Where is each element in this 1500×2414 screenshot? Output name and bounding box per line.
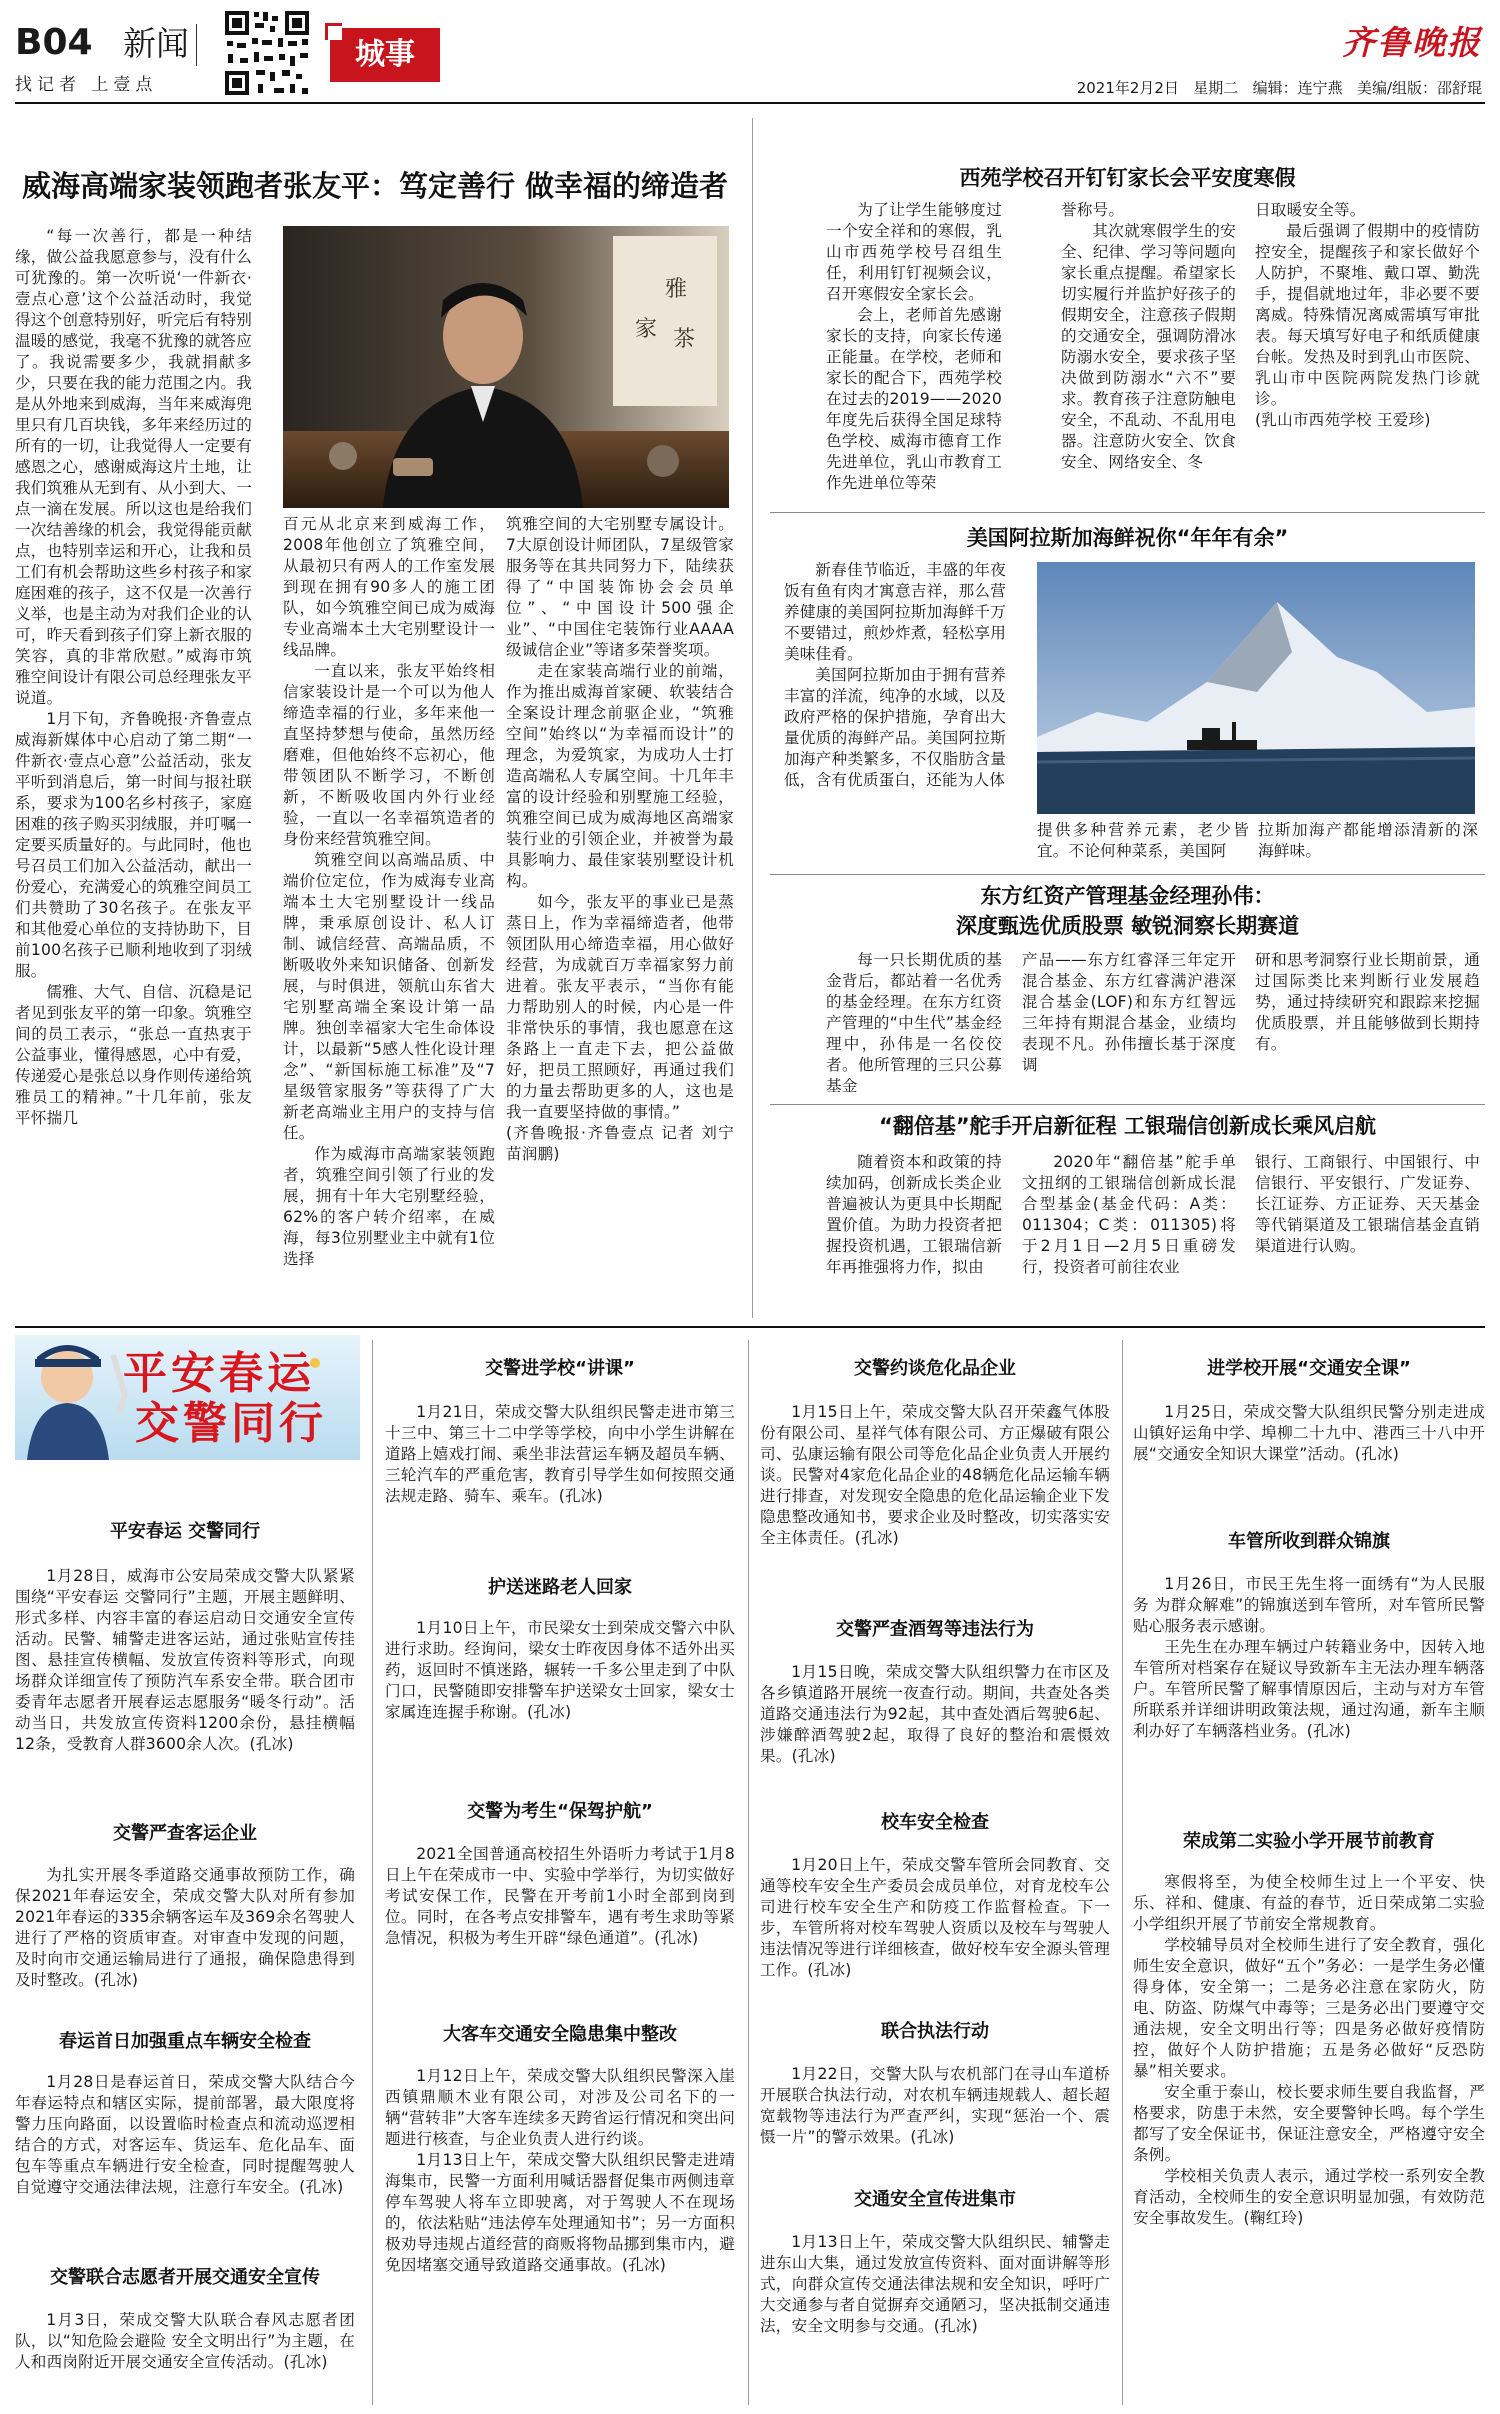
brief-body xyxy=(385,1402,735,1507)
paragraph: 产品——东方红睿泽三年定开混合基金、东方红睿满沪港深混合基金(LOF)和东方红智远三年持有期混合基金，业绩均表现不凡。孙伟擅长基于深度调 xyxy=(1022,951,1236,1074)
article-zhang-title: 威海高端家装领跑者张友平：笃定善行 做幸福的缔造者 xyxy=(21,169,729,203)
brief-body xyxy=(760,1662,1110,1767)
paragraph: 1月20日上午，荣成交警车管所会同教育、交通等校车安全生产委员会成员单位，对育龙校车公司进行校车安全生产和防疫工作监督检查。下一步，车管所将对校车驾驶人资质以及校车与驾驶人违法情况等进行详细核查，做好校车安全源头管理工作。(孔冰) xyxy=(760,1856,1110,1979)
brief-title: 校车安全检查 xyxy=(881,1812,989,1833)
brief-title: 交警为考生“保驾护航” xyxy=(467,1801,653,1822)
brief-title: 车管所收到群众锦旗 xyxy=(1228,1531,1390,1552)
brief-body xyxy=(385,2066,735,2276)
brief-title: 进学校开展“交通安全课” xyxy=(1207,1358,1411,1379)
photo-zhang-youping xyxy=(283,226,729,508)
paragraph: 走在家装高端行业的前端，作为推出威海首家硬、软装结合全案设计理念前驱企业，“筑雅空间”始终以“为幸福而设计”的理念，为爱筑家，为成功人士打造高端私人专属空间。十几年丰富的设计经验和别墅施工经验，筑雅空间已成为威海地区高端家装行业的引领企业，并被誉为最具影响力、最佳家装别墅设计机构。 xyxy=(506,662,734,890)
paragraph: 其次就寒假学生的安全、纪律、学习等问题向家长重点提醒。希望家长切实履行并监护好孩子的假期安全，注意孩子假期的交通安全，强调防滑冰防溺水安全，要求孩子坚决做到防溺水“六不”要求。教育孩子注意防触电安全，不乱动、不乱用电器。注意防火安全、饮食安全、网络安全、冬 xyxy=(1061,222,1236,471)
column-divider xyxy=(1122,1340,1123,2405)
brief-body xyxy=(760,2232,1110,2337)
paragraph: 1月21日，荣成交警大队组织民警走进市第三十三中、第三十二中学等学校，向中小学生讲解在道路上嬉戏打闹、乘坐非法营运车辆及超员车辆、三轮汽车的严重危害，教育引导学生如何按照交通法规走路、骑车、乘车。(孔冰) xyxy=(385,1403,735,1505)
section-rule xyxy=(770,1104,1485,1105)
paragraph: 最后强调了假期中的疫情防控安全，提醒孩子和家长做好个人防护，不聚堆、戴口罩、勤洗手，提倡就地过年，非必要不要离威。特殊情况离威需填写审批表。每天填写好电子和纸质健康台帐。发热及时到乳山市医院、乳山市中医院两院发热门诊就诊。 xyxy=(1255,222,1480,408)
article-fund-col2 xyxy=(1022,950,1236,1100)
article-alaska-col1 xyxy=(784,560,1006,870)
brief-title: 交警联合志愿者开展交通安全宣传 xyxy=(50,2267,320,2288)
banner-safe-spring-travel xyxy=(15,1335,360,1460)
byline: (齐鲁晚报·齐鲁壹点 记者 刘宁 苗润鹏) xyxy=(506,1124,734,1163)
page-number: B04 xyxy=(15,22,93,63)
qr-code-icon xyxy=(222,8,312,98)
article-fund-col1 xyxy=(826,950,1002,1100)
paragraph: 1月22日，交警大队与农机部门在寻山车道桥开展联合执法行动，对农机车辆违规载人、超长超宽载物等违法行为严查严纠，实现“惩治一个、震慑一片”的警示效果。(孔冰) xyxy=(760,2065,1110,2146)
svg-text:茶: 茶 xyxy=(673,327,696,352)
svg-text:家: 家 xyxy=(635,317,658,342)
paragraph: 新春佳节临近，丰盛的年夜饭有鱼有肉才寓意吉祥，那么营养健康的美国阿拉斯加海鲜千万不要错过，煎炒炸煮，轻松享用美味佳肴。 xyxy=(784,561,1006,663)
article-fund-title-line2: 深度甄选优质股票 敏锐洞察长期赛道 xyxy=(955,914,1300,938)
paragraph: 儒雅、大气、自信、沉稳是记者见到张友平的第一印象。筑雅空间的员工表示，“张总一直热衷于公益事业，懂得感恩，心中有爱，传递爱心是张总以身作则传递给筑雅员工的精神。”十几年前，张友平怀揣几 xyxy=(15,983,252,1127)
paragraph: 1月13日上午，荣成交警大队组织民警走进靖海集市，民警一方面利用喊话器督促集市两侧违章停车驾驶人将车立即驶离，对于驾驶人不在现场的，依法粘贴“违法停车处理通知书”；另一方面积极劝导违规占道经营的商贩将物品挪到集市内，避免因堵塞交通导致道路交通事故。(孔冰) xyxy=(385,2151,735,2274)
paragraph: 拉斯加海产都能增添清新的深海鲜味。 xyxy=(1258,821,1478,860)
section-rule xyxy=(770,512,1485,513)
paragraph: 1月10日上午，市民梁女士到荣成交警六中队进行求助。经询问，梁女士昨夜因身体不适外出买药，返回时不慎迷路，辗转一千多公里走到了中队门口，民警随即安排警车护送梁女士回家，梁女士家属连连握手称谢。(孔冰) xyxy=(385,1619,735,1721)
brief-body xyxy=(15,1566,355,1755)
paragraph: 美国阿拉斯加由于拥有营养丰富的洋流，纯净的水域，以及政府严格的保护措施，孕育出大量优质的海鲜产品。美国阿拉斯加海产种类繁多，不仅脂肪含量低，含有优质蛋白，还能为人体 xyxy=(784,666,1006,789)
paragraph: 随着资本和政策的持续加码，创新成长类企业普遍被认为更具中长期配置价值。为助力投资者把握投资机遇，工银瑞信新年再推强将力作，拟由 xyxy=(826,1153,1002,1276)
article-xiyuan-col1 xyxy=(826,200,1002,500)
column-divider xyxy=(372,1340,373,2405)
brief-body xyxy=(760,2064,1110,2148)
byline: (乳山市西苑学校 王爱珍) xyxy=(1255,411,1431,429)
paragraph: 学校辅导员对全校师生进行了安全教育，强化师生安全意识，做好“五个”务必：一是学生务必懂得身体，安全第一；二是务必注意在家防火，防电、防盗、防煤气中毒等；三是务必出门要遵守交通法规，安全文明出行等；四是务必做好疫情防控，做好个人防护措施；五是务必做好“反恐防暴”相关要求。 xyxy=(1133,1936,1485,2080)
paragraph: 1月28日是春运首日，荣成交警大队结合今年春运特点和辖区实际，提前部署，最大限度将警力压向路面，以设置临时检查点和流动巡逻相结合的方式，对客运车、货运车、危化品车、面包车等重点车辆进行安全检查，同时提醒驾驶人自觉遵守交通法律法规，注意行车安全。(孔冰) xyxy=(15,2073,355,2196)
paragraph: 作为威海市高端家装领跑者，筑雅空间引领了行业的发展，拥有十年大宅别墅经验，62%的客户转介绍率，在威海，每3位别墅业主中就有1位选择 xyxy=(283,1145,495,1268)
column-tab-corner xyxy=(325,23,342,40)
article-alaska-col3 xyxy=(1258,820,1478,870)
article-icbc-title: “翻倍基”舵手开启新征程 工银瑞信创新成长乘风启航 xyxy=(879,1114,1376,1138)
paragraph: 一直以来，张友平始终相信家装设计是一个可以为他人缔造幸福的行业，多年来他一直坚持梦想与使命，虽然历经磨难，但他始终不忘初心，他带领团队不断学习，不断创新，不断吸收国内外行业经验，一直以一名幸福筑造者的身份来经营筑雅空间。 xyxy=(283,662,495,848)
paragraph: 1月15日上午，荣成交警大队召开荣鑫气体股份有限公司、星祥气体有限公司、方正爆破有限公司、弘康运输有限公司等危化品企业负责人开展约谈。民警对4家危化品企业的48辆危化品运输车辆进行排查，对发现安全隐患的危化品运输企业下发隐患整改通知书，要求企业及时整改，切实落实安全主体责任。(孔冰) xyxy=(760,1403,1110,1547)
article-zhang-col3 xyxy=(506,514,734,1314)
brief-body xyxy=(15,2072,355,2198)
paragraph: 研和思考洞察行业长期前景，通过国际类比来判断行业发展趋势，通过持续研究和跟踪来挖掘优质股票，并且能够做到长期持有。 xyxy=(1255,951,1480,1053)
designer-credit: 美编/组版：邵舒琨 xyxy=(1356,79,1482,97)
paragraph: 筑雅空间的大宅别墅专属设计。7大原创设计师团队，7星级管家服务等在其共同努力下，陆续获得了“中国装饰协会会员单位”、“中国设计500强企业”、“中国住宅装饰行业AAAA级诚信企业”等诸多荣誉奖项。 xyxy=(506,515,734,659)
paragraph: 2020年“翻倍基”舵手单文扭纲的工银瑞信创新成长混合型基金(基金代码：A类：011304；C类：011305)将于2月1日—2月5日重磅发行，投资者可前往农业 xyxy=(1022,1153,1236,1276)
article-icbc-col3 xyxy=(1255,1152,1480,1302)
column-divider xyxy=(748,1340,749,2405)
paragraph: 2021全国普通高校招生外语听力考试于1月8日上午在荣成市一中、实验中学举行，为切实做好考试安保工作，民警在开考前1小时全部到岗到位。同时，在各考点安排警车，遇有考生求助等紧急情况，积极为考生开辟“绿色通道”。(孔冰) xyxy=(385,1845,735,1947)
paragraph: 为了让学生能够度过一个安全祥和的寒假，乳山市西苑学校号召组生任，利用钉钉视频会议，召开寒假安全家长会。 xyxy=(826,201,1002,303)
brief-title: 联合执法行动 xyxy=(881,2021,989,2042)
paragraph: 学校相关负责人表示，通过学校一系列安全教育活动，全校师生的安全意识明显加强，有效防范安全事故发生。(鞠红玲) xyxy=(1133,2167,1485,2227)
brief-body xyxy=(385,1618,735,1723)
paragraph: 1月28日，威海市公安局荣成交警大队紧紧围绕“平安春运 交警同行”主题，开展主题鲜明、形式多样、内容丰富的春运启动日交通安全宣传活动。民警、辅警走进客运站，通过张贴宣传挂图、悬挂宣传横幅、发放宣传资料等形式，向现场群众详细宣传了预防汽车系安全带。联合团市委青年志愿者开展春运志愿服务“暖冬行动”。活动当日，共发放宣传资料1200余份，悬挂横幅12条，受教育人群3600余人次。(孔冰) xyxy=(15,1567,355,1753)
paragraph: 誉称号。 xyxy=(1061,201,1125,219)
brief-body xyxy=(1133,1402,1485,1465)
paragraph: 如今，张友平的事业已是蒸蒸日上，作为幸福缔造者，他带领团队用心缔造幸福，用心做好经营，为成就百万幸福家努力前进着。张友平表示，“当你有能力帮助别人的时候，内心是一件非常快乐的事情，我也愿意在这条路上一直走下去，把公益做好，把员工照顾好，再通过我们的力量去帮助更多的人，这也是我一直要坚持做的事情。” xyxy=(506,893,734,1121)
column-tab xyxy=(330,28,440,82)
paragraph: 银行、工商银行、中国银行、中信银行、平安银行、广发证券、长江证券、方正证券、天天基金等代销渠道及工银瑞信基金直销渠道进行认购。 xyxy=(1255,1153,1480,1255)
article-xiyuan-col3 xyxy=(1255,200,1480,500)
paragraph: 会上，老师首先感谢家长的支持，向家长传递正能量。在学校，老师和家长的配合下，西苑学校在过去的2019——2020年度先后获得全国足球特色学校、威海市德育工作先进单位，乳山市教育工作先进单位等荣 xyxy=(826,306,1002,492)
article-xiyuan-col2 xyxy=(1061,200,1236,500)
brief-title: 交警进学校“讲课” xyxy=(485,1358,635,1379)
brief-title: 护送迷路老人回家 xyxy=(488,1577,632,1598)
paragraph: 日取暖安全等。 xyxy=(1255,201,1366,219)
banner-line1: 平安春运 xyxy=(123,1348,315,1399)
brief-body xyxy=(1133,1872,1485,2402)
brief-body xyxy=(15,1865,355,1991)
brief-title: 交通安全宣传进集市 xyxy=(854,2189,1016,2210)
issue-weekday: 星期二 xyxy=(1193,79,1239,97)
paragraph: “每一次善行，都是一种结缘，做公益我愿意参与，没有什么可犹豫的。第一次听说‘一件新衣·壹点心意’这个公益活动时，我觉得这个创意特别好，听完后有特别温暖的感觉，我毫不犹豫的就答应了。我说需要多少，我就捐献多少，只要在我的能力范围之内。我是从外地来到威海，当年来威海兜里只有几百块钱，多年来经历过的所有的一切，让我觉得人一定要有感恩之心，感谢威海这片土地，让我们筑雅从无到有、从小到大、一点一滴在发展。所以这也是给我们一次结善缘的机会，我觉得能贡献点，也特别幸运和开心，让我和员工们有机会帮助这些乡村孩子和家庭困难的孩子，这不仅是一次善行义举，也是主动为对我们企业的认可，昨天看到孩子们穿上新衣服的笑容，真的非常欣慰。”威海市筑雅空间设计有限公司总经理张友平说道。 xyxy=(15,227,252,707)
tagline: 找记者 上壹点 xyxy=(15,75,158,95)
newspaper-logo: 齐鲁晚报 xyxy=(1342,23,1482,62)
masthead-rule xyxy=(15,102,1485,104)
article-fund-col3 xyxy=(1255,950,1480,1100)
paragraph: 寒假将至，为使全校师生过上一个平安、快乐、祥和、健康、有益的春节，近日荣成第二实验小学组织开展了节前安全常规教育。 xyxy=(1133,1873,1485,1933)
brief-title: 荣成第二实验小学开展节前教育 xyxy=(1183,1831,1435,1852)
section-name: 新闻 xyxy=(123,24,189,63)
paragraph: 每一只长期优质的基金背后，都站着一名优秀的基金经理。在东方红资产管理的“中生代”基金经理中，孙伟是一名佼佼者。他所管理的三只公募基金 xyxy=(826,951,1002,1095)
issue-date: 2021年2月2日 xyxy=(1076,79,1179,97)
article-zhang-col1 xyxy=(15,226,252,1291)
brief-title: 平安春运 交警同行 xyxy=(109,1521,261,1542)
brief-title: 交警严查酒驾等违法行为 xyxy=(836,1619,1034,1640)
paragraph: 筑雅空间以高端品质、中端价位定位，作为威海专业高端本土大宅别墅设计一线品牌，秉承原创设计、私人订制、诚信经营、高端品质，不断吸收外来知识储备、创新发展，与时俱进，领航山东省大宅别墅高端全案设计第一品牌。独创幸福家大宅生命体设计，以最新“5感人性化设计理念”、“新国标施工标准”及“7星级管家服务”等获得了广大新老高端业主用户的支持与信任。 xyxy=(283,851,495,1142)
issue-info xyxy=(1077,78,1482,98)
masthead xyxy=(0,0,1500,105)
page-divider xyxy=(15,1326,1485,1328)
brief-body xyxy=(1133,1574,1485,1742)
brief-body xyxy=(385,1844,735,1949)
brief-body xyxy=(760,1855,1110,1981)
svg-text:雅: 雅 xyxy=(665,277,688,302)
paragraph: 1月下旬，齐鲁晚报·齐鲁壹点威海新媒体中心启动了第二期“一件新衣·壹点心意”公益活动，张友平听到消息后，第一时间与报社联系，要求为100名乡村孩子，家庭困难的孩子购买羽绒服，并叮嘱一定要买质量好的。与此同时，他也号召员工们加入公益活动，献出一份爱心，充满爱心的筑雅空间员工们共赞助了30名孩子。在张友平和其他爱心单位的支持协助下，目前100名孩子已顺利地收到了羽绒服。 xyxy=(15,710,252,980)
column-divider xyxy=(752,118,753,1318)
section-rule xyxy=(770,874,1485,875)
paragraph: 安全重于泰山，校长要求师生要自我监督，严格要求，防患于未然，安全要警钟长鸣。每个学生都写了安全保证书，保证注意安全，严格遵守安全条例。 xyxy=(1133,2083,1485,2164)
paragraph: 为扎实开展冬季道路交通事故预防工作，确保2021年春运安全，荣成交警大队对所有参加2021年春运的335余辆客运车及369余名驾驶人进行了严格的资质审查。对审查中发现的问题，及时向市交通运输局进行了通报，确保隐患得到及时整改。(孔冰) xyxy=(15,1866,355,1989)
article-alaska-col2 xyxy=(1037,820,1249,870)
paragraph: 1月26日，市民王先生将一面绣有“为人民服务 为群众解难”的锦旗送到车管所，对车管所民警贴心服务表示感谢。 xyxy=(1133,1575,1485,1635)
column-name: 城事 xyxy=(355,37,415,72)
editor-credit: 编辑：连宁燕 xyxy=(1252,79,1343,97)
paragraph: 1月25日，荣成交警大队组织民警分别走进成山镇好运角中学、埠柳二十九中、港西三十八中开展“交通安全知识大课堂”活动。(孔冰) xyxy=(1133,1403,1485,1463)
paragraph: 1月3日，荣成交警大队联合春风志愿者团队，以“知危险会避险 安全文明出行”为主题，在人和西岗附近开展交通安全宣传活动。(孔冰) xyxy=(15,2311,355,2371)
paragraph: 1月13日上午，荣成交警大队组织民、辅警走进东山大集，通过发放宣传资料、面对面讲解等形式，向群众宣传交通法律法规和安全知识，呼吁广大交通参与者自觉摒弃交通陋习，坚决抵制交通违法，安全文明参与交通。(孔冰) xyxy=(760,2233,1110,2335)
article-icbc-col1 xyxy=(826,1152,1002,1302)
brief-title: 大客车交通安全隐患集中整改 xyxy=(443,2024,677,2045)
section-divider xyxy=(196,24,197,66)
article-zhang-col2 xyxy=(283,514,495,1314)
photo-alaska-mountain xyxy=(1037,562,1475,814)
brief-title: 交警严查客运企业 xyxy=(113,1823,257,1844)
paragraph: 王先生在办理车辆过户转籍业务中，因转入地车管所对档案存在疑议导致新车主无法办理车辆落户。车管所民警了解事情原因后，主动与对方车管所联系并详细讲明政策法规，通过沟通，新车主顺利办好了车辆落档业务。(孔冰) xyxy=(1133,1638,1485,1740)
brief-title: 春运首日加强重点车辆安全检查 xyxy=(59,2031,311,2052)
article-fund-title-line1: 东方红资产管理基金经理孙伟： xyxy=(980,884,1275,908)
brief-body xyxy=(15,2310,355,2373)
article-icbc-col2 xyxy=(1022,1152,1236,1302)
paragraph: 1月12日上午，荣成交警大队组织民警深入崖西镇鼎顺木业有限公司，对涉及公司名下的一辆“营转非”大客车连续多天跨省运行情况和突出问题进行核查，与企业负责人进行约谈。 xyxy=(385,2067,735,2148)
paragraph: 百元从北京来到威海工作，2008年他创立了筑雅空间，从最初只有两人的工作室发展到现在拥有90多人的施工团队，如今筑雅空间已成为威海专业高端本土大宅别墅设计一线品牌。 xyxy=(283,515,495,659)
paragraph: 1月15日晚，荣成交警大队组织警力在市区及各乡镇道路开展统一夜查行动。期间，共查处各类道路交通违法行为92起，其中查处酒后驾驶6起、涉嫌醉酒驾驶2起，取得了良好的整治和震慑效果。(孔冰) xyxy=(760,1663,1110,1765)
article-xiyuan-title: 西苑学校召开钉钉家长会平安度寒假 xyxy=(959,166,1296,190)
brief-title: 交警约谈危化品企业 xyxy=(854,1358,1016,1379)
article-alaska-title: 美国阿拉斯加海鲜祝你“年年有余” xyxy=(966,526,1289,550)
brief-body xyxy=(760,1402,1110,1549)
paragraph: 提供多种营养元素，老少皆宜。不论何种菜系，美国阿 xyxy=(1037,821,1249,860)
banner-line2: 交警同行 xyxy=(135,1398,327,1449)
